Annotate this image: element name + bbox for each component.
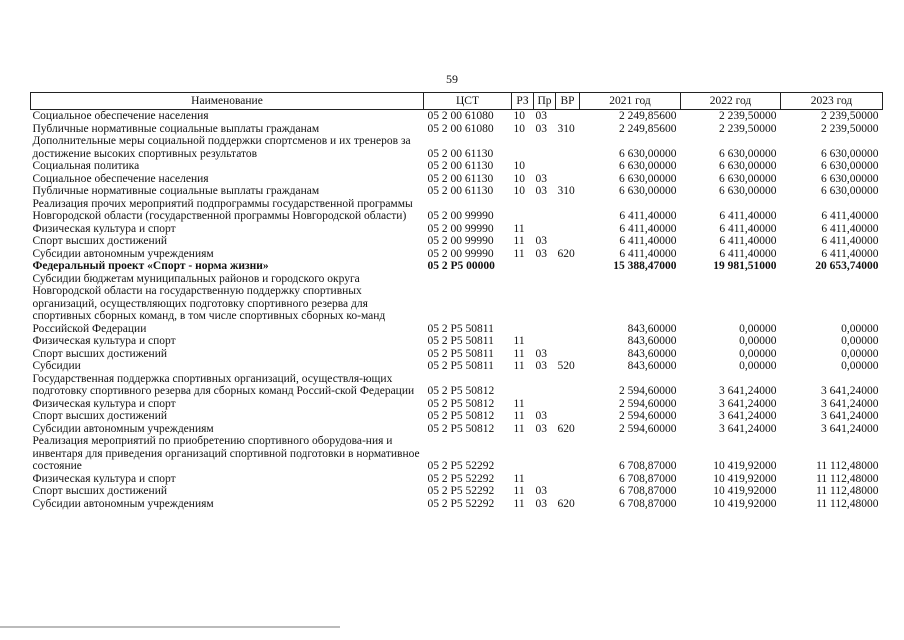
row-cst: 05 2 P5 50811 [427, 335, 494, 347]
row-cst: 05 2 00 99990 [427, 222, 494, 235]
row-pr: 03 [535, 347, 547, 360]
row-vr [556, 273, 580, 336]
row-2022: 10 419,92000 [713, 460, 777, 472]
table-header-row [31, 93, 883, 110]
row-pr [534, 335, 556, 348]
row-2023: 0,00000 [841, 360, 879, 372]
row-rz: 11 [513, 485, 525, 497]
row-2022: 6 630,00000 [719, 147, 777, 160]
row-pr: 03 [535, 485, 547, 497]
row-rz: 10 [513, 110, 525, 122]
row-name: Спорт высших достижений [32, 485, 168, 497]
row-rz: 11 [513, 397, 525, 410]
row-pr: 03 [535, 422, 547, 435]
row-2022: 19 981,51000 [713, 260, 777, 272]
row-vr: 620 [557, 497, 575, 510]
row-cst: 05 2 P5 50811 [427, 347, 494, 360]
row-pr: 03 [535, 360, 547, 372]
row-2022: 3 641,24000 [719, 397, 777, 410]
row-pr [534, 398, 556, 411]
row-vr [556, 485, 580, 498]
row-cst: 05 2 P5 00000 [427, 260, 495, 272]
bottom-rule [0, 626, 340, 628]
row-2022: 0,00000 [739, 347, 777, 360]
row-2022: 3 641,24000 [719, 385, 777, 397]
table-row [31, 198, 883, 223]
row-2021: 2 594,60000 [619, 422, 677, 435]
row-2021: 6 411,40000 [619, 210, 677, 222]
row-2023: 3 641,24000 [821, 397, 879, 410]
row-rz: 11 [513, 347, 525, 360]
row-2022: 0,00000 [739, 335, 777, 347]
row-name: Социальное обеспечение населения [32, 172, 209, 185]
row-2023: 0,00000 [841, 335, 879, 347]
row-pr: 03 [535, 235, 547, 247]
row-vr [556, 260, 580, 273]
row-cst: 05 2 P5 50811 [427, 322, 494, 335]
row-cst: 05 2 P5 52292 [427, 497, 495, 510]
row-2021: 6 708,87000 [619, 460, 677, 472]
row-pr [534, 198, 556, 223]
budget-table [30, 92, 883, 510]
row-rz: 11 [513, 360, 525, 372]
row-cst: 05 2 00 99990 [427, 235, 494, 247]
table-row [31, 373, 883, 398]
row-rz: 10 [513, 160, 525, 172]
row-rz: 10 [513, 185, 525, 197]
row-2021: 6 630,00000 [619, 185, 677, 197]
row-2022: 6 411,40000 [719, 210, 777, 222]
row-2023: 3 641,24000 [821, 385, 879, 397]
row-cst: 05 2 P5 50811 [427, 360, 494, 372]
row-2021: 6 411,40000 [619, 235, 677, 247]
row-2022: 6 411,40000 [719, 222, 777, 235]
row-2023: 3 641,24000 [821, 422, 879, 435]
row-cst: 05 2 00 61080 [427, 122, 494, 135]
row-2023: 11 112,48000 [816, 472, 879, 485]
table-row [31, 123, 883, 136]
row-rz [512, 373, 534, 398]
row-rz: 11 [513, 247, 525, 260]
row-2023: 6 630,00000 [821, 147, 879, 160]
row-rz: 11 [513, 472, 525, 485]
table-row [31, 473, 883, 486]
row-rz [512, 198, 534, 223]
row-2021: 15 388,47000 [613, 260, 677, 272]
row-2023: 20 653,74000 [815, 260, 879, 272]
row-name: Физическая культура и спорт [32, 397, 176, 410]
row-cst: 05 2 P5 50812 [427, 397, 495, 410]
row-name: Спорт высших достижений [32, 347, 168, 360]
row-name: Реализация мероприятий по приобретению спортивного оборудова-ния и инвентаря для приведения организаций спортивной подготовки в нормативное состояние [32, 435, 420, 472]
row-2022: 6 630,00000 [719, 185, 777, 197]
row-2023: 0,00000 [841, 322, 879, 335]
row-name: Субсидии автономным учреждениям [32, 497, 214, 510]
row-rz: 10 [513, 122, 525, 135]
row-2023: 11 112,48000 [816, 497, 879, 510]
row-name: Дополнительные меры социальной поддержки спортсменов и их тренеров за достижение высоких спортивных результатов [32, 135, 411, 160]
table-row [31, 273, 883, 336]
table-row [31, 335, 883, 348]
row-name: Субсидии [32, 360, 81, 372]
row-pr [534, 223, 556, 236]
row-2023: 6 411,40000 [821, 235, 879, 247]
row-2022: 2 239,50000 [719, 110, 777, 122]
header-cst: ЦСТ [424, 93, 512, 110]
table-row [31, 360, 883, 373]
row-2023: 6 411,40000 [821, 222, 879, 235]
row-2021: 2 594,60000 [619, 410, 677, 422]
row-pr: 03 [535, 185, 547, 197]
header-rz: РЗ [512, 93, 534, 110]
row-name: Физическая культура и спорт [32, 222, 176, 235]
row-name: Публичные нормативные социальные выплаты гражданам [32, 122, 320, 135]
row-rz: 11 [513, 335, 525, 347]
row-pr [534, 373, 556, 398]
row-cst: 05 2 00 61130 [427, 147, 494, 160]
row-vr [556, 435, 580, 473]
row-vr [556, 160, 580, 173]
table-row [31, 185, 883, 198]
row-rz [512, 435, 534, 473]
row-pr: 03 [535, 497, 547, 510]
row-2021: 2 594,60000 [619, 397, 677, 410]
row-vr: 520 [557, 360, 575, 372]
row-2023: 2 239,50000 [821, 110, 879, 122]
row-rz: 10 [513, 172, 525, 185]
row-vr [556, 223, 580, 236]
table-row [31, 235, 883, 248]
row-rz: 11 [513, 222, 525, 235]
table-row [31, 248, 883, 261]
row-cst: 05 2 P5 50812 [427, 385, 495, 397]
row-name: Социальное обеспечение населения [32, 110, 209, 122]
table-row [31, 498, 883, 511]
row-2023: 6 411,40000 [821, 247, 879, 260]
row-pr: 03 [535, 172, 547, 185]
row-2021: 6 630,00000 [619, 147, 677, 160]
row-name: Государственная поддержка спортивных организаций, осуществля-ющих подготовку спортивного резерва для сборных команд Россий-ской Федерации [32, 372, 415, 397]
row-2023: 6 630,00000 [821, 160, 879, 172]
row-vr [556, 235, 580, 248]
row-vr: 620 [557, 422, 575, 435]
row-cst: 05 2 00 61130 [427, 172, 494, 185]
row-2023: 0,00000 [841, 347, 879, 360]
row-name: Субсидии автономным учреждениям [32, 422, 214, 435]
table-row [31, 435, 883, 473]
row-name: Спорт высших достижений [32, 410, 168, 422]
row-cst: 05 2 P5 52292 [427, 460, 495, 472]
table-row [31, 135, 883, 160]
table-row [31, 160, 883, 173]
row-2022: 10 419,92000 [713, 472, 777, 485]
row-vr [556, 135, 580, 160]
table-row [31, 110, 883, 123]
row-2021: 6 630,00000 [619, 172, 677, 185]
row-name: Спорт высших достижений [32, 235, 168, 247]
row-cst: 05 2 P5 50812 [427, 410, 495, 422]
row-name: Физическая культура и спорт [32, 472, 176, 485]
row-vr [556, 398, 580, 411]
row-cst: 05 2 00 99990 [427, 210, 494, 222]
header-vr: ВР [556, 93, 580, 110]
row-name: Федеральный проект «Спорт - норма жизни» [32, 260, 269, 272]
row-pr [534, 273, 556, 336]
row-2021: 6 411,40000 [619, 222, 677, 235]
row-2021: 843,60000 [627, 335, 677, 347]
row-2022: 6 411,40000 [719, 247, 777, 260]
row-2022: 3 641,24000 [719, 410, 777, 422]
row-2021: 843,60000 [627, 347, 677, 360]
row-pr [534, 135, 556, 160]
row-cst: 05 2 P5 52292 [427, 472, 495, 485]
page-number: 59 [446, 72, 458, 86]
table-row [31, 485, 883, 498]
header-2021: 2021 год [580, 93, 681, 110]
row-rz: 11 [513, 410, 525, 422]
row-vr [556, 173, 580, 186]
row-2023: 6 630,00000 [821, 172, 879, 185]
row-name: Субсидии автономным учреждениям [32, 247, 214, 260]
row-cst: 05 2 P5 50812 [427, 422, 495, 435]
row-name: Публичные нормативные социальные выплаты гражданам [32, 185, 320, 197]
row-2023: 2 239,50000 [821, 122, 879, 135]
row-2021: 2 249,85600 [619, 110, 677, 122]
row-name: Субсидии бюджетам муниципальных районов и городского округа Новгородской области на государственную поддержку спортивных организаций, осуществляющих подготовку спортивного резерва для спортивных сборных команд, в том числе спортивных сборных ко-манд Российской Федерации [32, 272, 386, 335]
table-row [31, 410, 883, 423]
row-2022: 3 641,24000 [719, 422, 777, 435]
row-vr [556, 410, 580, 423]
row-2022: 10 419,92000 [713, 497, 777, 510]
row-pr: 03 [535, 247, 547, 260]
table-row [31, 423, 883, 436]
row-vr [556, 373, 580, 398]
row-rz [512, 273, 534, 336]
row-pr [534, 160, 556, 173]
row-2022: 6 630,00000 [719, 172, 777, 185]
row-2022: 2 239,50000 [719, 122, 777, 135]
table-body [31, 110, 883, 511]
row-rz: 11 [513, 497, 525, 510]
row-rz: 11 [513, 422, 525, 435]
row-name: Социальная политика [32, 160, 140, 172]
row-pr: 03 [535, 110, 547, 122]
row-vr [556, 348, 580, 361]
row-pr: 03 [535, 410, 547, 422]
row-2022: 0,00000 [739, 322, 777, 335]
row-2023: 11 112,48000 [816, 485, 879, 497]
row-2021: 6 708,87000 [619, 497, 677, 510]
row-2021: 6 411,40000 [619, 247, 677, 260]
row-rz [512, 260, 534, 273]
header-2023: 2023 год [781, 93, 883, 110]
row-2023: 6 630,00000 [821, 185, 879, 197]
row-2022: 6 411,40000 [719, 235, 777, 247]
row-vr [556, 110, 580, 123]
header-name: Наименование [31, 93, 424, 110]
row-2021: 843,60000 [627, 360, 677, 372]
row-name: Физическая культура и спорт [32, 335, 176, 347]
row-vr [556, 198, 580, 223]
row-2022: 6 630,00000 [719, 160, 777, 172]
row-vr: 310 [557, 185, 575, 197]
row-2021: 2 249,85600 [619, 122, 677, 135]
row-pr: 03 [535, 122, 547, 135]
table-row [31, 223, 883, 236]
row-pr [534, 473, 556, 486]
row-pr [534, 435, 556, 473]
row-2022: 0,00000 [739, 360, 777, 372]
table-row [31, 260, 883, 273]
row-2021: 2 594,60000 [619, 385, 677, 397]
row-cst: 05 2 00 61130 [427, 185, 494, 197]
row-2021: 843,60000 [627, 322, 677, 335]
row-2023: 3 641,24000 [821, 410, 879, 422]
table-row [31, 173, 883, 186]
table-row [31, 348, 883, 361]
row-2023: 6 411,40000 [821, 210, 879, 222]
row-cst: 05 2 00 61130 [427, 160, 494, 172]
table-row [31, 398, 883, 411]
row-2022: 10 419,92000 [713, 485, 777, 497]
row-rz: 11 [513, 235, 525, 247]
row-cst: 05 2 P5 52292 [427, 485, 495, 497]
row-vr [556, 335, 580, 348]
header-pr: Пр [534, 93, 556, 110]
row-rz [512, 135, 534, 160]
row-2021: 6 630,00000 [619, 160, 677, 172]
row-2021: 6 708,87000 [619, 485, 677, 497]
header-2022: 2022 год [681, 93, 781, 110]
row-2021: 6 708,87000 [619, 472, 677, 485]
row-name: Реализация прочих мероприятий подпрограммы государственной программы Новгородской области (государственной программы Новгородской области) [32, 197, 413, 222]
row-cst: 05 2 00 99990 [427, 247, 494, 260]
row-2023: 11 112,48000 [816, 460, 879, 472]
row-cst: 05 2 00 61080 [427, 110, 494, 122]
row-vr: 620 [557, 247, 575, 260]
row-vr: 310 [557, 122, 575, 135]
row-pr [534, 260, 556, 273]
row-vr [556, 473, 580, 486]
